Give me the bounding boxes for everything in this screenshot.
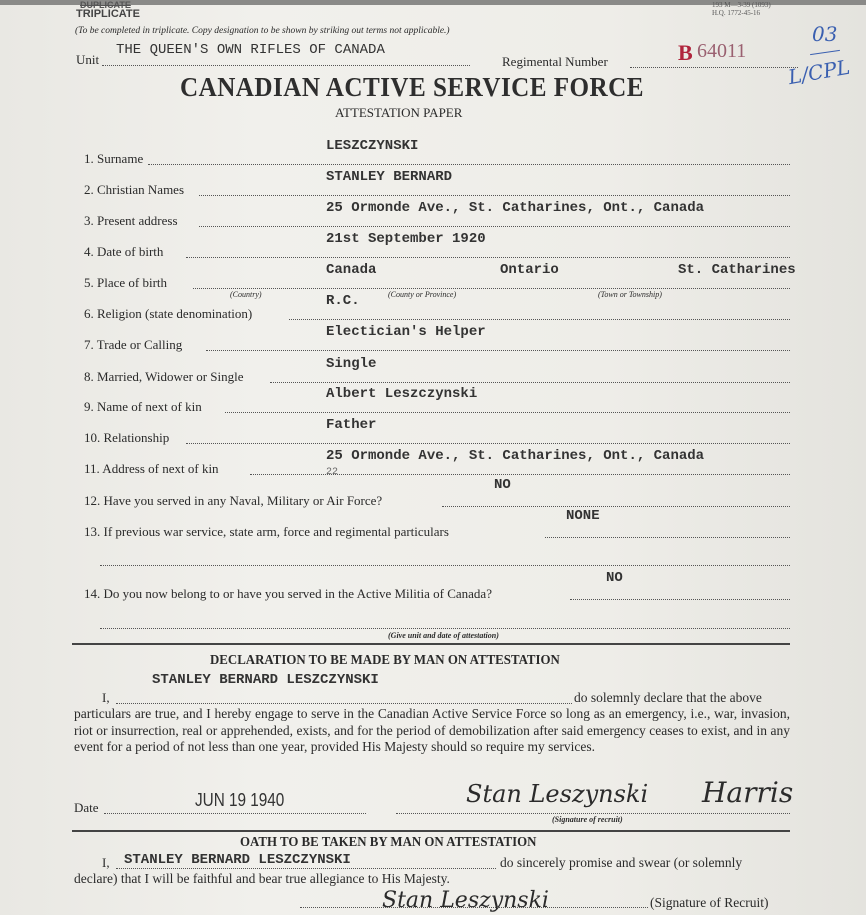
declaration-body: particulars are true, and I hereby engage to serve in the Canadian Active Service Force so long as an emergency, i.e., war, invasion, riot or insurrection, real or apprehended, exists, and for the period of demobilization after said emergency ceases to exist, and in any event for a period of not less than one year, provided His Majesty should so require my services. [74,706,790,755]
declaration-line1-end: do solemnly declare that the above [574,690,762,705]
regimental-prefix: B [678,40,693,65]
caption-town: (Town or Township) [598,290,662,299]
field-label: 1. Surname [84,151,144,166]
oath-name: STANLEY BERNARD LESZCZYNSKI [124,852,351,868]
field-label: 10. Relationship [84,430,170,445]
oath-line2: declare) that I will be faithful and bear true allegiance to His Majesty. [74,871,450,886]
oath-heading: OATH TO BE TAKEN BY MAN ON ATTESTATION [240,835,537,850]
regimental-number-label: Regimental Number [502,54,608,69]
field-label: 13. If previous war service, state arm, force and regimental particulars [84,524,449,539]
field-value: 25 Ormonde Ave., St. Catharines, Ont., Canada [326,200,705,216]
oath-signature-caption: (Signature of Recruit) [650,895,769,910]
field-label: 7. Trade or Calling [84,337,183,352]
unit-value: THE QUEEN'S OWN RIFLES OF CANADA [116,42,385,58]
caption-county: (County or Province) [388,290,457,299]
declaration-heading: DECLARATION TO BE MADE BY MAN ON ATTESTATION [210,653,560,668]
field-value: R.C. [326,293,360,309]
field-value: 25 Ormonde Ave., St. Catharines, Ont., Canada [326,448,705,464]
copy-duplicate: DUPLICATE [80,0,131,10]
page-title: CANADIAN ACTIVE SERVICE FORCE [180,72,644,102]
field-label: 12. Have you served in any Naval, Military or Air Force? [84,493,383,508]
field-label: 6. Religion (state denomination) [84,306,253,321]
field-value: Father [326,417,377,433]
date-label: Date [74,800,99,815]
unit-label: Unit [76,52,100,67]
oath-signature: Stan Leszynski [382,888,549,913]
declaration-name: STANLEY BERNARD LESZCZYNSKI [152,672,379,688]
field-label: 11. Address of next of kin [84,461,219,476]
instruction-text: (To be completed in triplicate. Copy designation to be shown by striking out terms not applicable.) [75,26,450,36]
caption-country: (Country) [230,290,262,299]
field-value: Canada [326,262,377,278]
field-label: 2. Christian Names [84,182,185,197]
copy-triplicate: TRIPLICATE [76,8,140,20]
regimental-number: 64011 [697,40,747,62]
field-label: 5. Place of birth [84,275,168,290]
field-label: 4. Date of birth [84,244,164,259]
date-stamp: JUN 19 1940 [195,790,285,810]
field-label: 9. Name of next of kin [84,399,202,414]
field-value: LESZCZYNSKI [326,138,419,154]
field-value: NONE [566,508,600,524]
witness-signature: Harris [702,776,794,809]
militia-caption: (Give unit and date of attestation) [388,631,499,640]
field-value: NO [606,570,623,586]
declaration-i-label: I, [102,690,110,705]
field-value: Electician's Helper [326,324,486,340]
field-value-province: Ontario [500,262,559,278]
field-label: 3. Present address [84,213,178,228]
handwritten-note-03: 03 [812,22,838,46]
field-value-town: St. Catharines [678,262,796,278]
form-number-1: 193 M—3-39 (1093) [712,1,771,9]
oath-i-label: I, [102,855,110,870]
address-correction: 22 [326,467,339,478]
recruit-signature: Stan Leszynski [466,780,649,808]
field-value: Single [326,356,377,372]
handwritten-note-rank: L/CPL [786,54,852,90]
field-label: 8. Married, Widower or Single [84,369,244,384]
field-value: Albert Leszczynski [326,386,478,402]
field-label: 14. Do you now belong to or have you served in the Active Militia of Canada? [84,586,492,601]
field-value: NO [494,477,511,493]
oath-line1-end: do sincerely promise and swear (or solemnly [500,855,743,870]
field-value: STANLEY BERNARD [326,169,453,185]
page-subtitle: ATTESTATION PAPER [335,105,463,120]
field-value: 21st September 1920 [326,231,486,247]
form-number-2: H.Q. 1772-45-16 [712,9,761,17]
signature-caption: (Signature of recruit) [552,815,623,824]
